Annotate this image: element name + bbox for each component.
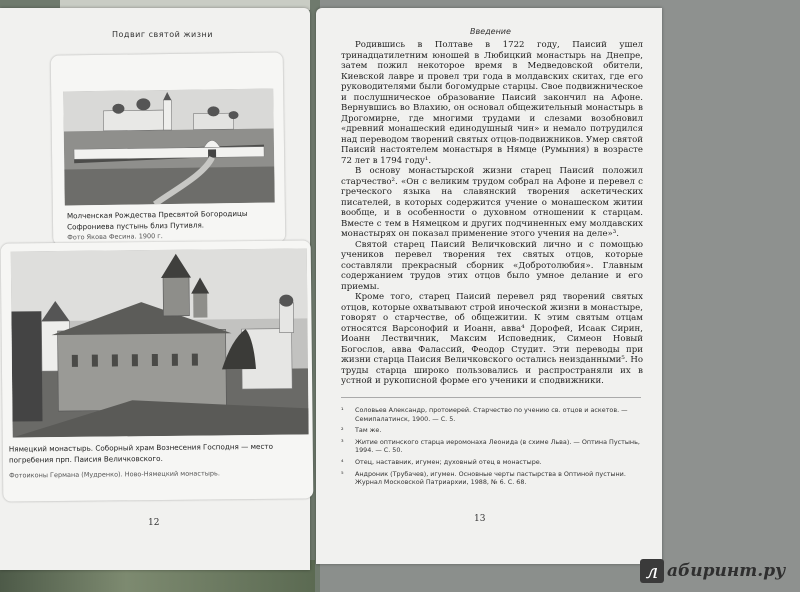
footnote	[341, 406, 641, 423]
photo-card-monastery	[51, 52, 286, 245]
footnote	[341, 438, 641, 455]
footnote-text: Андроник (Трубачев), игумен. Основные черты пастырства в Оптиной пустыни. Журнал Московской Патриархии, 1988, № 6. С. 68.	[355, 469, 626, 487]
right-page-number: 13	[474, 514, 486, 524]
paragraph: Родившись в Полтаве в 1722 году, Паисий ушел тринадцатилетним юношей в Любицкий монастырь на Днепре, затем пожил некоторое время в Медведовской обители, Киевской лавре и провел три года в молдавских скитах, где его руководителями были богомудрые старцы. Свое подвижническое и послушническое образование Паисий закончил на Афоне. Вернувшись во Влахию, он основал общежительный монастырь в Дрогомирне, где многими трудами и слезами возобновил «древний монашеский единодушный чин» и немало потрудился над переводом творений святых отцов-подвижников. Умер святой Паисий настоятелем монастыря в Нямце (Румыния) в возрасте 72 лет в 1794 году¹.	[341, 40, 643, 166]
footnote-number: ⁵	[341, 469, 344, 478]
footnotes	[341, 406, 641, 490]
photo2-caption: Нямецкий монастырь. Соборный храм Вознесения Господня — место погребения прп. Паисия Величковского.	[8, 441, 274, 465]
neamt-monastery-photo	[11, 248, 309, 437]
photo2-credit: Фотоиконы Германа (Мудренко). Ново-Нямецкий монастырь.	[9, 469, 220, 480]
main-text	[341, 40, 643, 387]
footnote-number: ⁴	[341, 457, 344, 466]
photo-card-neamt	[1, 240, 314, 501]
paragraph: В основу монастырской жизни старец Паисий положил старчество². «Он с великим трудом собрал на Афоне и перевел с греческого языка на славянский творения аскетических писателей, в которых содержится учение о монашеском житии вообще, и в особенности о духовном отношении к старцам. Вместе с тем в Нямецком и других подчиненных ему молдавских монастырях он показал применение этого учения на деле»³.	[341, 166, 643, 239]
right-running-head: Введение	[470, 27, 511, 36]
footnote-number: ³	[341, 437, 344, 446]
footnote-number: ¹	[341, 406, 344, 414]
footnote	[341, 470, 641, 487]
footnote-number: ²	[341, 426, 344, 435]
church-illustration	[11, 248, 309, 437]
footnote-text: Там же.	[355, 426, 382, 435]
watermark-text: абиринт.ру	[667, 561, 786, 581]
monastery-photo	[63, 89, 275, 206]
photo1-caption: Молченская Рождества Пресвятой Богородицы Софрониева пустынь близ Путивля.	[66, 208, 248, 232]
left-running-head: Подвиг святой жизни	[112, 30, 213, 39]
left-page-number: 12	[148, 518, 160, 528]
footnote-text: Соловьев Александр, протоиерей. Старчество по учению св. отцов и аскетов. — Семипалатинск, 1900. — С. 5.	[355, 406, 628, 423]
footnote-text: Отец, наставник, игумен; духовный отец в монастыре.	[355, 457, 542, 466]
footnote-text: Житие оптинского старца иеромонаха Леонида (в схиме Льва). — Оптина Пустынь, 1994. — С. 50.	[355, 437, 640, 455]
paragraph: Кроме того, старец Паисий перевел ряд творений святых отцов, которые охватывают строй иноческой жизни в монастыре, говорят о старчестве, об общежитии. К этим святым отцам относятся Варсонофий и Иоанн, авва⁴ Дорофей, Исаак Сирин, Иоанн Лествичник, Максим Исповедник, Симеон Новый Богослов, авва Фалассий, Феодор Студит. Эти переводы при жизни старца Паисия Величковского остались неизданными⁵. Но труды старца широко пользовались и распространяли их в устной и рукописной форме его ученики и сподвижники.	[341, 292, 643, 386]
paragraph: Святой старец Паисий Величковский лично и с помощью учеников перевел творения тех святых отцов, которые составляли прекрасный сборник «Добротолюбия». Главным содержанием трудов этих отцов было умное делание и его приемы.	[341, 239, 643, 292]
labirint-logo-icon: л	[640, 559, 664, 583]
labirint-watermark	[640, 556, 790, 586]
footnote-rule	[341, 397, 641, 398]
photo1-credit: Фото Якова Фесина. 1900 г.	[67, 232, 163, 242]
background-right	[660, 0, 800, 592]
footnote	[341, 426, 641, 435]
footnote	[341, 458, 641, 467]
monastery-illustration	[63, 89, 275, 206]
